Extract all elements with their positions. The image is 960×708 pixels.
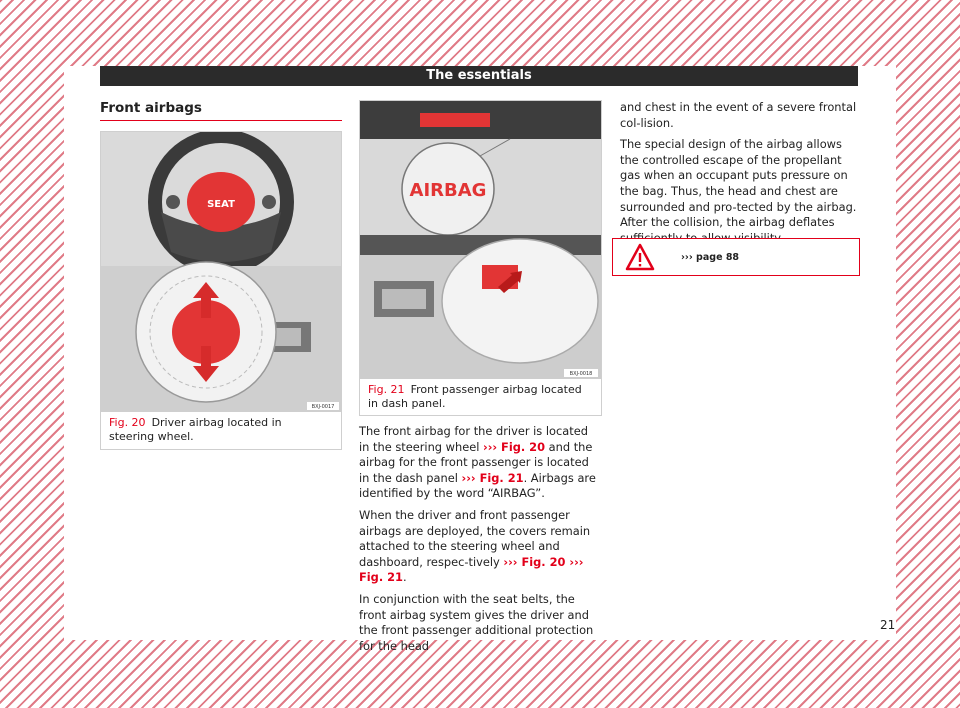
fig21-caption (368, 383, 590, 411)
section-title: Front airbags (100, 100, 202, 116)
fig20-link-2[interactable]: ››› Fig. 20 (503, 554, 566, 569)
p2-text-c: . (402, 570, 407, 585)
fig21-number: Fig. 21 (368, 383, 405, 396)
fig21-caption-text: Front passenger airbag located in dash panel. (368, 383, 582, 410)
driver-airbag-illustration (101, 132, 341, 412)
airbag-label: AIRBAG (409, 180, 487, 201)
paragraph-3: In conjunction with the seat belts, the front airbag system gives the driver and the front passenger additional protection for the head (359, 591, 594, 653)
body-text-column-3 (620, 100, 860, 252)
page-number: 21 (880, 618, 896, 632)
paragraph-1 (359, 424, 601, 502)
p1-text-c: . Airbags are identified by the word “AIRBAG”. (359, 470, 596, 501)
chapter-header: The essentials (100, 66, 858, 86)
p1-text-b: and the airbag for the front passenger is located in the dash panel (359, 439, 593, 485)
fig20-code: BXJ-0017 (311, 404, 335, 410)
fig20-caption (109, 416, 329, 444)
paragraph-4: and chest in the event of a severe frontal col-lision. (620, 100, 857, 130)
fig21-code: BXJ-0018 (569, 371, 593, 377)
warning-page-link[interactable]: ››› page 88 (681, 252, 740, 263)
fig21-link-2[interactable]: ››› Fig. 21 (359, 554, 584, 585)
fig20-caption-text: Driver airbag located in steering wheel. (109, 416, 282, 443)
figure-20 (100, 131, 342, 450)
title-underline (100, 120, 342, 121)
fig20-number: Fig. 20 (109, 416, 146, 429)
warning-triangle-icon (625, 243, 655, 271)
fig20-link[interactable]: ››› Fig. 20 (483, 439, 546, 454)
body-text-column-2 (359, 424, 601, 660)
passenger-airbag-illustration (360, 101, 601, 379)
fig21-link[interactable]: ››› Fig. 21 (461, 470, 524, 485)
paragraph-5: The special design of the airbag allows the controlled escape of the propellant gas when an occupant puts pressure on the bag. Thus, the head and chest are surrounded and pro-tected by the airbag. After the collision, the airbag deflates (620, 137, 857, 230)
warning-box (612, 238, 860, 276)
p2-text-a: When the driver and front passenger airbags are deployed, the covers remain attached to the steering wheel and dashboard, respec-tively (359, 507, 591, 569)
paragraph-2 (359, 508, 601, 586)
figure-21 (359, 100, 602, 416)
p1-text-a: The front airbag for the driver is located in the steering wheel (359, 424, 588, 454)
svg-text:SEAT: SEAT (207, 199, 235, 210)
